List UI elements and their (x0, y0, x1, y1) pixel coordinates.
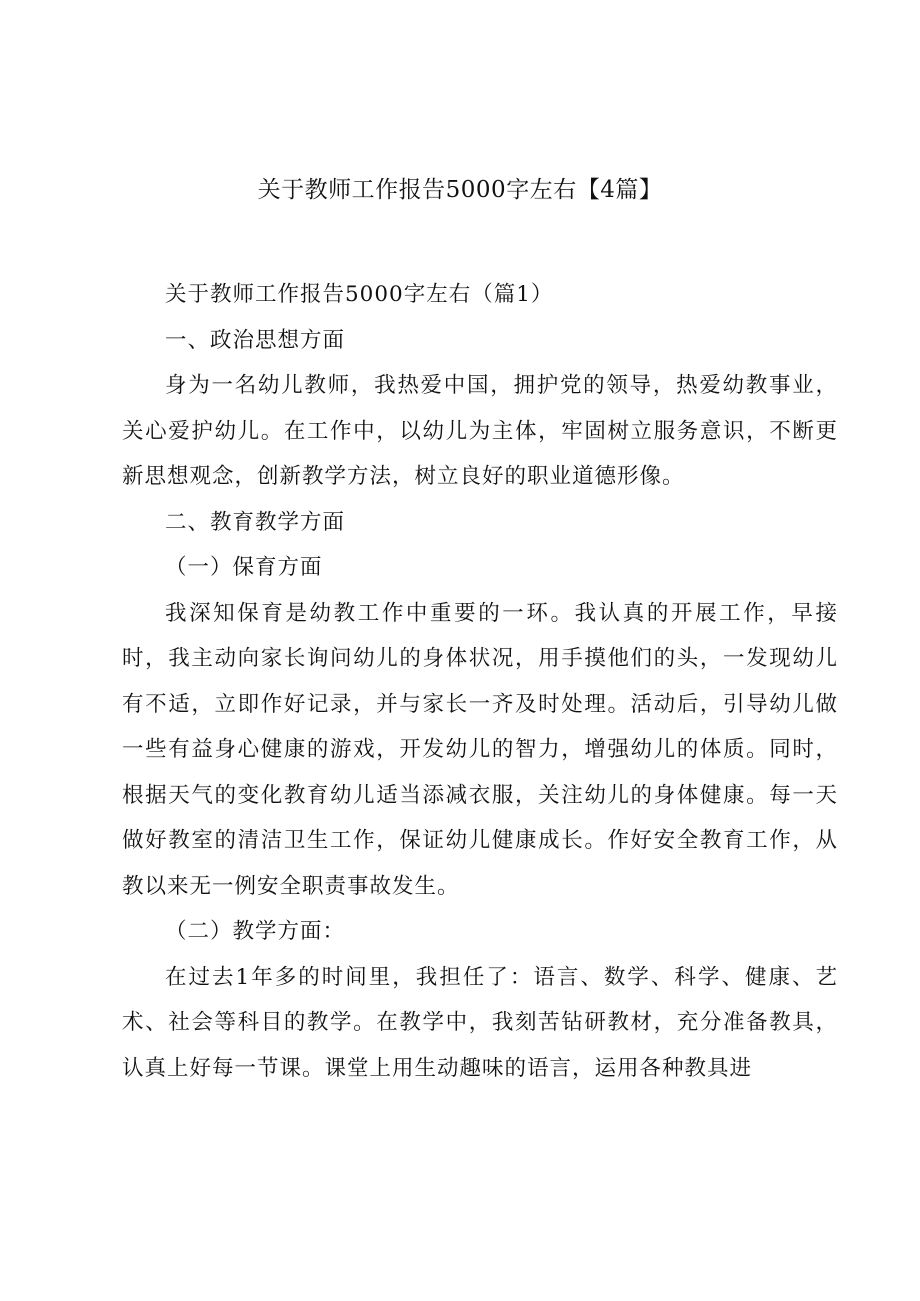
paragraph: 我深知保育是幼教工作中重要的一环。我认真的开展工作，早接时，我主动向家长询问幼儿的身体状况，用手摸他们的头，一发现幼儿有不适，立即作好记录，并与家长一齐及时处理。活动后，引导幼儿做一些有益身心健康的游戏，开发幼儿的智力，增强幼儿的体质。同时，根据天气的变化教育幼儿适当添减衣服，关注幼儿的身体健康。每一天做好教室的清洁卫生工作，保证幼儿健康成长。作好安全教育工作，从教以来无一例安全职责事故发生。 (122, 600, 838, 899)
paragraph: 身为一名幼儿教师，我热爱中国，拥护党的领导，热爱幼教事业，关心爱护幼儿。在工作中，以幼儿为主体，牢固树立服务意识，不断更新思想观念，创新教学方法，树立良好的职业道德形像。 (122, 373, 838, 489)
subheading: 一、政治思想方面 (165, 327, 346, 353)
subheading: 二、教育教学方面 (165, 509, 346, 535)
document-title: 关于教师工作报告5000字左右【4篇】 (257, 177, 663, 203)
subheading: （二）教学方面： (165, 919, 346, 944)
paragraph: 在过去1年多的时间里，我担任了：语言、数学、科学、健康、艺术、社会等科目的教学。在教学中，我刻苦钻研教材，充分准备教具，认真上好每一节课。课堂上用生动趣味的语言，运用各种教具进 (122, 964, 838, 1081)
section-heading: 关于教师工作报告5000字左右（篇1） (165, 282, 554, 307)
document-body (122, 272, 838, 1091)
subheading: （一）保育方面 (165, 555, 323, 580)
